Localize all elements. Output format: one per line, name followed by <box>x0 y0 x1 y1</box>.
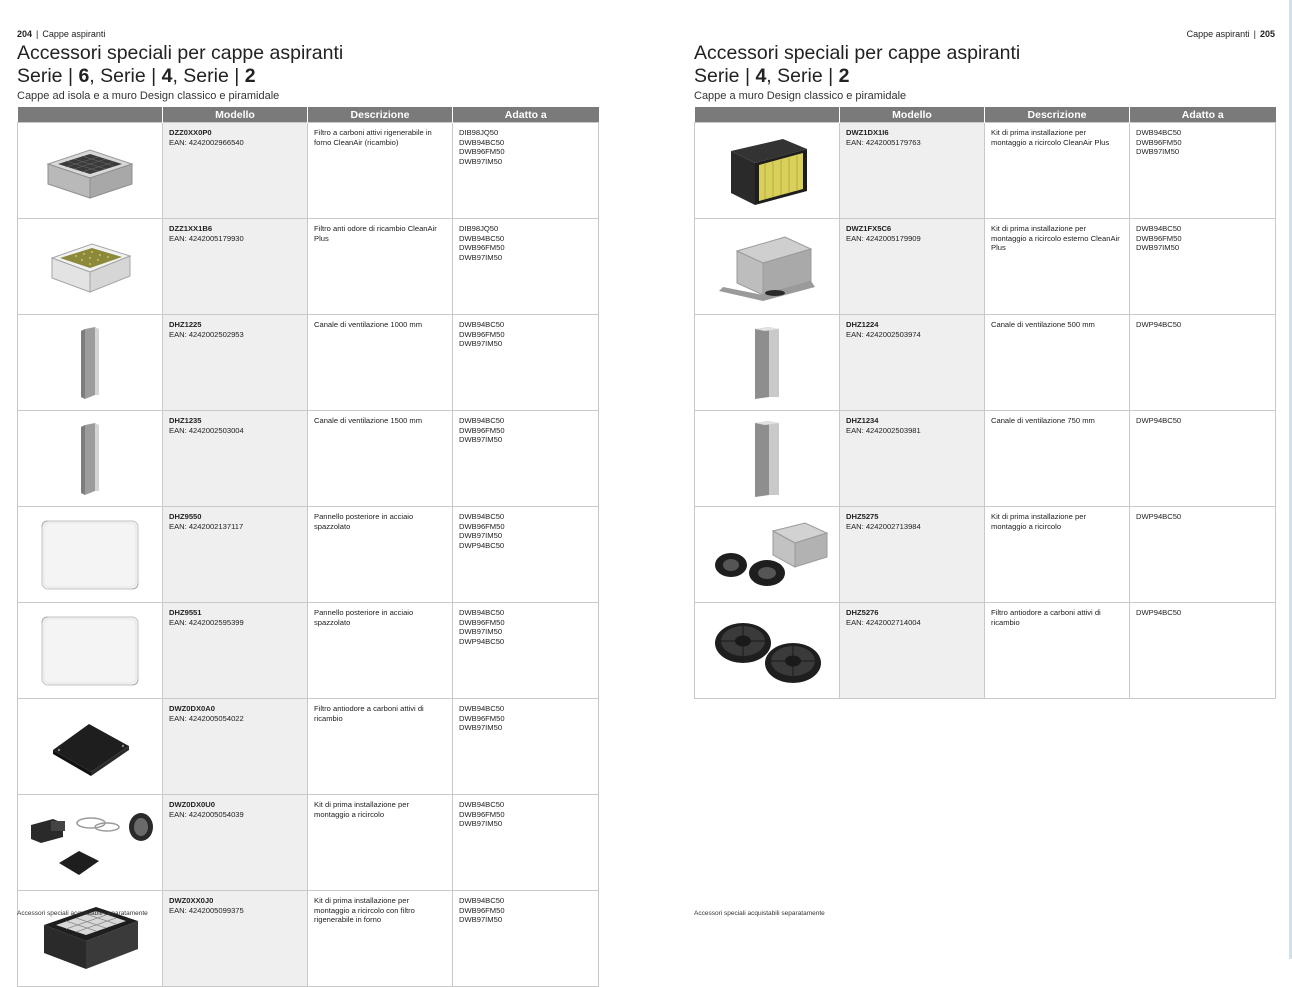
model-code: DZZ1XX1B6 <box>169 224 213 233</box>
compatible-model: DIB98JQ50 <box>459 224 499 233</box>
model-code: DHZ1225 <box>169 320 202 329</box>
model-cell <box>840 219 985 315</box>
compatible-models-cell <box>453 507 599 603</box>
product-image-cell <box>18 507 163 603</box>
ean-code: EAN: 4242002503974 <box>846 329 921 339</box>
table-row <box>695 315 1276 411</box>
compatible-model: DWB97IM50 <box>459 627 503 637</box>
compatible-model: DWB94BC50 <box>459 416 505 425</box>
compatible-model: DWP94BC50 <box>459 636 505 646</box>
model-cell <box>840 315 985 411</box>
runhead-separator: | <box>36 29 39 39</box>
model-cell <box>163 699 308 795</box>
runhead-separator: | <box>1253 29 1256 39</box>
model-code: DHZ1235 <box>169 416 202 425</box>
product-image-cell <box>18 603 163 699</box>
product-image-cell <box>18 795 163 891</box>
left-page-title <box>17 42 343 87</box>
ean-code: EAN: 4242002503981 <box>846 425 921 435</box>
compatible-model: DWB94BC50 <box>459 320 505 329</box>
right-page-title <box>694 42 1020 87</box>
compatible-model: DWB97IM50 <box>459 156 503 166</box>
header-image <box>18 107 163 123</box>
header-model: Modello <box>840 107 985 123</box>
left-series-num: 6 <box>78 64 90 87</box>
model-code: DHZ5275 <box>846 512 879 521</box>
table-row <box>18 795 599 891</box>
description-cell: Kit di prima installazione per montaggio a ricircolo esterno CleanAir Plus <box>985 219 1130 315</box>
compatible-model: DWP94BC50 <box>1136 608 1182 617</box>
model-cell <box>840 603 985 699</box>
product-image-cell <box>695 603 840 699</box>
left-series-num: 4 <box>161 64 173 87</box>
ean-code: EAN: 4242005054022 <box>169 713 244 723</box>
model-cell <box>163 603 308 699</box>
compatible-model: DWB97IM50 <box>459 339 503 349</box>
compatible-models-cell <box>1130 411 1276 507</box>
product-image-cell <box>18 315 163 411</box>
chimney-duct-icon <box>18 325 162 401</box>
product-image-cell <box>695 315 840 411</box>
product-image-cell <box>18 699 163 795</box>
compatible-models-cell <box>1130 603 1276 699</box>
header-description: Descrizione <box>985 107 1130 123</box>
model-cell <box>163 507 308 603</box>
recirculation-kit-icon <box>18 805 162 881</box>
compatible-model: DWB94BC50 <box>1136 224 1182 233</box>
compatible-model: DWB96FM50 <box>459 905 505 915</box>
description-cell: Pannello posteriore in acciaio spazzolato <box>308 507 453 603</box>
ean-code: EAN: 4242002502953 <box>169 329 244 339</box>
description-cell: Filtro anti odore di ricambio CleanAir Plus <box>308 219 453 315</box>
carbon-filter-box-icon <box>18 140 162 202</box>
header-compatible: Adatto a <box>453 107 599 123</box>
product-image-cell <box>18 219 163 315</box>
ean-code: EAN: 4242005179930 <box>169 233 244 243</box>
product-image-cell <box>18 411 163 507</box>
compatible-model: DWB96FM50 <box>459 521 505 531</box>
table-row <box>695 123 1276 219</box>
compatible-model: DWB97IM50 <box>1136 243 1180 253</box>
description-cell: Filtro antiodore a carboni attivi di ricambio <box>308 699 453 795</box>
left-series-label: Serie <box>100 64 146 87</box>
model-code: DHZ1224 <box>846 320 879 329</box>
right-section-name: Cappe aspiranti <box>1186 29 1250 39</box>
header-description: Descrizione <box>308 107 453 123</box>
compatible-models-cell <box>453 123 599 219</box>
table-header-row <box>18 107 599 123</box>
product-image-cell <box>18 891 163 987</box>
compatible-model: DWB96FM50 <box>459 809 505 819</box>
compatible-models-cell <box>453 699 599 795</box>
left-accessories-table <box>17 107 599 987</box>
deflector-kit-icon <box>695 517 839 593</box>
compatible-models-cell <box>1130 315 1276 411</box>
compatible-model: DWP94BC50 <box>1136 512 1182 521</box>
compatible-model: DWB96FM50 <box>1136 137 1182 147</box>
ean-code: EAN: 4242002714004 <box>846 617 921 627</box>
model-cell <box>163 123 308 219</box>
description-cell: Canale di ventilazione 1500 mm <box>308 411 453 507</box>
right-accessories-table <box>694 107 1276 699</box>
compatible-model: DWB97IM50 <box>1136 147 1180 157</box>
left-title-series: Serie | 6, Serie | 4, Serie | 2 <box>17 64 256 87</box>
header-model: Modello <box>163 107 308 123</box>
compatible-models-cell <box>453 411 599 507</box>
table-row <box>18 411 599 507</box>
table-row <box>18 603 599 699</box>
compatible-model: DWP94BC50 <box>1136 320 1182 329</box>
table-row <box>18 699 599 795</box>
ean-code: EAN: 4242002137117 <box>169 521 244 531</box>
description-cell: Kit di prima installazione per montaggio a ricircolo CleanAir Plus <box>985 123 1130 219</box>
compatible-models-cell <box>453 603 599 699</box>
left-series-label: Serie <box>17 64 63 87</box>
compatible-models-cell <box>453 795 599 891</box>
right-subtitle: Cappe a muro Design classico e piramidale <box>694 90 907 102</box>
model-cell <box>163 411 308 507</box>
product-image-cell <box>695 219 840 315</box>
right-page-number: 205 <box>1259 29 1275 39</box>
right-footnote: Accessori speciali acquistabili separatamente <box>694 910 825 917</box>
table-row <box>695 411 1276 507</box>
model-code: DWZ1FX5C6 <box>846 224 892 233</box>
left-footnote: Accessori speciali acquistabili separatamente <box>17 910 148 917</box>
short-duct-icon <box>695 323 839 403</box>
model-code: DWZ1DX1I6 <box>846 128 889 137</box>
table-row <box>18 507 599 603</box>
compatible-model: DWB94BC50 <box>459 896 505 905</box>
product-image-cell <box>18 123 163 219</box>
ean-code: EAN: 4242002595399 <box>169 617 244 627</box>
table-row <box>18 891 599 987</box>
compatible-model: DWB97IM50 <box>459 435 503 445</box>
right-series-num: 4 <box>755 64 767 87</box>
compatible-models-cell <box>453 219 599 315</box>
description-cell: Filtro a carboni attivi rigenerabile in forno CleanAir (ricambio) <box>308 123 453 219</box>
ean-code: EAN: 4242002503004 <box>169 425 244 435</box>
compatible-model: DWB96FM50 <box>459 713 505 723</box>
description-cell: Canale di ventilazione 1000 mm <box>308 315 453 411</box>
description-cell: Filtro antiodore a carboni attivi di ricambio <box>985 603 1130 699</box>
steel-panel-icon <box>18 517 162 593</box>
compatible-model: DWB96FM50 <box>459 425 505 435</box>
model-code: DHZ5276 <box>846 608 879 617</box>
left-section-name: Cappe aspiranti <box>42 29 106 39</box>
charcoal-pad-icon <box>18 716 162 778</box>
description-cell: Kit di prima installazione per montaggio a ricircolo <box>308 795 453 891</box>
compatible-model: DWB96FM50 <box>1136 233 1182 243</box>
ean-code: EAN: 4242005099375 <box>169 905 244 915</box>
description-cell: Pannello posteriore in acciaio spazzolato <box>308 603 453 699</box>
compatible-model: DWB96FM50 <box>459 617 505 627</box>
compatible-model: DWB94BC50 <box>459 137 505 147</box>
compatible-model: DWB97IM50 <box>459 915 503 925</box>
right-series-num: 2 <box>838 64 850 87</box>
model-code: DWZ0DX0U0 <box>169 800 215 809</box>
compatible-model: DWB94BC50 <box>459 512 505 521</box>
right-page <box>694 0 1275 959</box>
compatible-model: DWB97IM50 <box>459 531 503 541</box>
left-series-num: 2 <box>244 64 256 87</box>
steel-panel-icon <box>18 613 162 689</box>
compatible-model: DWB97IM50 <box>459 252 503 262</box>
cleanair-filter-icon <box>18 236 162 298</box>
ean-code: EAN: 4242005179909 <box>846 233 921 243</box>
model-code: DZZ0XX0P0 <box>169 128 212 137</box>
model-cell <box>163 795 308 891</box>
right-title-line1: Accessori speciali per cappe aspiranti <box>694 42 1021 64</box>
model-cell <box>163 315 308 411</box>
compatible-model: DWB96FM50 <box>459 243 505 253</box>
model-code: DWZ0XX0J0 <box>169 896 214 905</box>
compatible-model: DWB94BC50 <box>459 233 505 243</box>
model-cell <box>840 123 985 219</box>
table-row <box>695 219 1276 315</box>
compatible-model: DWB94BC50 <box>459 800 505 809</box>
description-cell: Kit di prima installazione per montaggio a ricircolo <box>985 507 1130 603</box>
product-image-cell <box>695 411 840 507</box>
left-running-head <box>17 29 105 39</box>
compatible-model: DWB94BC50 <box>459 704 505 713</box>
left-page-number: 204 <box>17 29 33 39</box>
description-cell: Canale di ventilazione 500 mm <box>985 315 1130 411</box>
compatible-model: DWB94BC50 <box>459 608 505 617</box>
compatible-model: DWB94BC50 <box>1136 128 1182 137</box>
left-subtitle: Cappe ad isola e a muro Design classico e piramidale <box>17 90 280 102</box>
chimney-duct-icon <box>18 421 162 497</box>
product-image-cell <box>695 507 840 603</box>
right-series-label: Serie <box>777 64 823 87</box>
compatible-model: DWB97IM50 <box>459 723 503 733</box>
description-cell: Kit di prima installazione per montaggio a ricircolo con filtro rigenerabile in forno <box>308 891 453 987</box>
ean-code: EAN: 4242002966540 <box>169 137 244 147</box>
header-image <box>695 107 840 123</box>
right-series-label: Serie <box>694 64 740 87</box>
model-code: DWZ0DX0A0 <box>169 704 215 713</box>
left-page <box>17 0 598 959</box>
compatible-model: DWB97IM50 <box>459 819 503 829</box>
compatible-models-cell <box>453 891 599 987</box>
product-image-cell <box>695 123 840 219</box>
description-cell: Canale di ventilazione 750 mm <box>985 411 1130 507</box>
external-module-icon <box>695 229 839 305</box>
round-carbon-filters-icon <box>695 611 839 691</box>
compatible-models-cell <box>1130 219 1276 315</box>
right-title-series: Serie | 4, Serie | 2 <box>694 64 850 87</box>
compatible-models-cell <box>1130 123 1276 219</box>
model-cell <box>163 891 308 987</box>
header-compatible: Adatto a <box>1130 107 1276 123</box>
compatible-models-cell <box>453 315 599 411</box>
left-title-line1: Accessori speciali per cappe aspiranti <box>17 42 344 64</box>
cleanair-module-icon <box>695 131 839 211</box>
compatible-model: DWB96FM50 <box>459 329 505 339</box>
medium-duct-icon <box>695 419 839 499</box>
compatible-model: DWP94BC50 <box>459 540 505 550</box>
model-code: DHZ9550 <box>169 512 202 521</box>
table-header-row <box>695 107 1276 123</box>
model-cell <box>840 507 985 603</box>
model-cell <box>163 219 308 315</box>
ean-code: EAN: 4242005054039 <box>169 809 244 819</box>
table-row <box>695 603 1276 699</box>
table-row <box>695 507 1276 603</box>
table-row <box>18 123 599 219</box>
table-row <box>18 219 599 315</box>
left-series-label: Serie <box>183 64 229 87</box>
ean-code: EAN: 4242002713984 <box>846 521 921 531</box>
model-code: DHZ1234 <box>846 416 879 425</box>
model-cell <box>840 411 985 507</box>
model-code: DHZ9551 <box>169 608 202 617</box>
compatible-model: DWP94BC50 <box>1136 416 1182 425</box>
compatible-model: DIB98JQ50 <box>459 128 499 137</box>
compatible-models-cell <box>1130 507 1276 603</box>
compatible-model: DWB96FM50 <box>459 147 505 157</box>
right-running-head <box>1187 29 1275 39</box>
ean-code: EAN: 4242005179763 <box>846 137 921 147</box>
table-row <box>18 315 599 411</box>
